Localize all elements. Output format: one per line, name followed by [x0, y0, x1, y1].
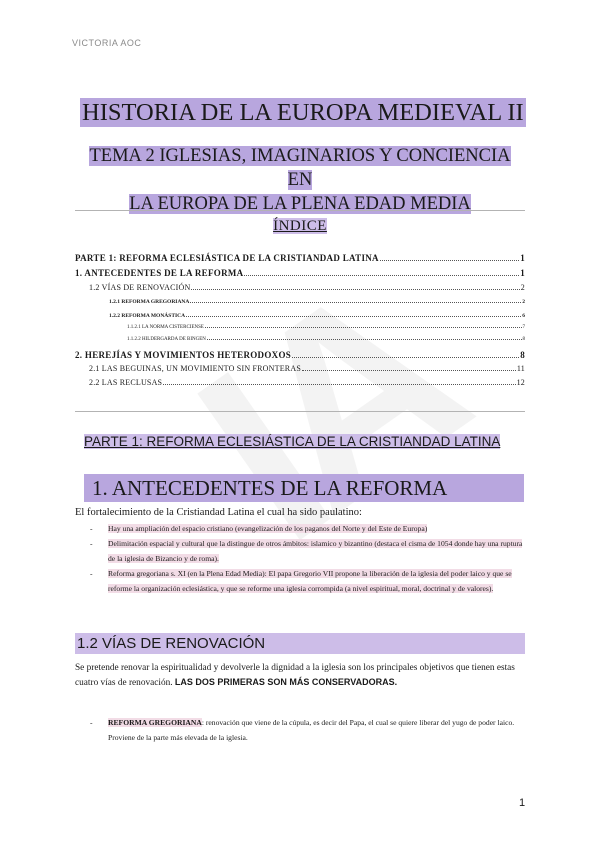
bullet-marker: -	[90, 569, 93, 578]
bullet-list	[90, 521, 530, 596]
toc-entry[interactable]: PARTE 1: REFORMA ECLESIÁSTICA DE LA CRISTIANDAD LATINA 1	[75, 253, 525, 263]
bullet-text: Reforma gregoriana s. XI (en la Plena Edad Media): El papa Gregorio VII propone la liberación de la iglesia del poder laico y que se reforme la organización eclesiástica, y que se reforme una iglesia corrompida (a nivel espiritual, moral, doctrinal y de valores).	[108, 569, 512, 593]
list-item	[90, 521, 530, 536]
subtitle-line-2: LA EUROPA DE LA PLENA EDAD MEDIA	[129, 194, 471, 214]
bullet-marker: -	[90, 524, 93, 533]
list-item	[90, 536, 530, 566]
section-intro: El fortalecimiento de la Cristiandad Latina el cual ha sido paulatino:	[75, 507, 362, 518]
bullet-list	[90, 715, 530, 745]
toc-entry[interactable]: 2.1 LAS BEGUINAS, UN MOVIMIENTO SIN FRONTERAS 11	[89, 364, 525, 373]
list-item	[90, 715, 530, 745]
document-title: HISTORIA DE LA EUROPA MEDIEVAL II	[82, 99, 524, 126]
subtitle-line-1: TEMA 2 IGLESIAS, IMAGINARIOS Y CONCIENCIA EN	[89, 146, 511, 190]
toc-entry[interactable]: 1.1.2.1 LA NORMA CISTERCIENSE 7	[127, 325, 525, 330]
section-paragraph	[75, 661, 525, 690]
author-header: VICTORIA AOC	[72, 38, 142, 48]
bullet-text: Hay una ampliación del espacio cristiano (evangelización de los paganos del Norte y del Este de Europa)	[108, 524, 428, 533]
section-heading-antecedentes: 1. ANTECEDENTES DE LA REFORMA	[84, 474, 524, 502]
list-item	[90, 566, 530, 596]
toc-entry[interactable]: 2. HEREJÍAS Y MOVIMIENTOS HETERODOXOS 8	[75, 350, 525, 360]
toc-entry[interactable]: 2.2 LAS RECLUSAS 12	[89, 378, 525, 387]
toc-entry[interactable]: 1.2.1 REFORMA GREGORIANA 2	[109, 299, 525, 305]
bullet-marker: -	[90, 718, 93, 727]
part-heading: PARTE 1: REFORMA ECLESIÁSTICA DE LA CRISTIANDAD LATINA	[84, 434, 501, 449]
index-heading: ÍNDICE	[273, 218, 327, 234]
section-heading-vias: 1.2 VÍAS DE RENOVACIÓN	[75, 633, 525, 654]
page-number: 1	[519, 797, 526, 809]
term-text: : renovación que viene de la cúpula, es decir del Papa, el cual se quiere liberar del yugo de poder laico. Proviene de la parte más elevada de la iglesia.	[108, 718, 515, 742]
paragraph-text: Se pretende renovar la espiritualidad y devolverle la dignidad a la iglesia son los principales objetivos que tienen estas cuatro vías de renovación.	[75, 663, 515, 688]
bullet-marker: -	[90, 539, 93, 548]
bullet-text: Delimitación espacial y cultural que la distingue de otros ámbitos: islamico y bizantino (destaca el cisma de 1054 donde hay una ruptura de la iglesia de Bizancio y de roma).	[108, 539, 523, 563]
toc-entry[interactable]: 1. ANTECEDENTES DE LA REFORMA 1	[75, 268, 525, 278]
document-subtitle	[78, 144, 522, 216]
toc-entry[interactable]: 1.2 VÍAS DE RENOVACIÓN 2	[89, 283, 525, 292]
paragraph-bold: LAS DOS PRIMERAS SON MÁS CONSERVADORAS.	[174, 677, 398, 687]
divider-top	[75, 210, 525, 211]
toc-entry[interactable]: 1.2.2 REFORMA MONÁSTICA 6	[109, 313, 525, 319]
toc-entry[interactable]: 1.1.2.2 HILDERGARDA DE BINGEN 8	[127, 337, 525, 342]
divider-bottom	[75, 411, 525, 412]
term-label: REFORMA GREGORIANA	[108, 718, 202, 727]
